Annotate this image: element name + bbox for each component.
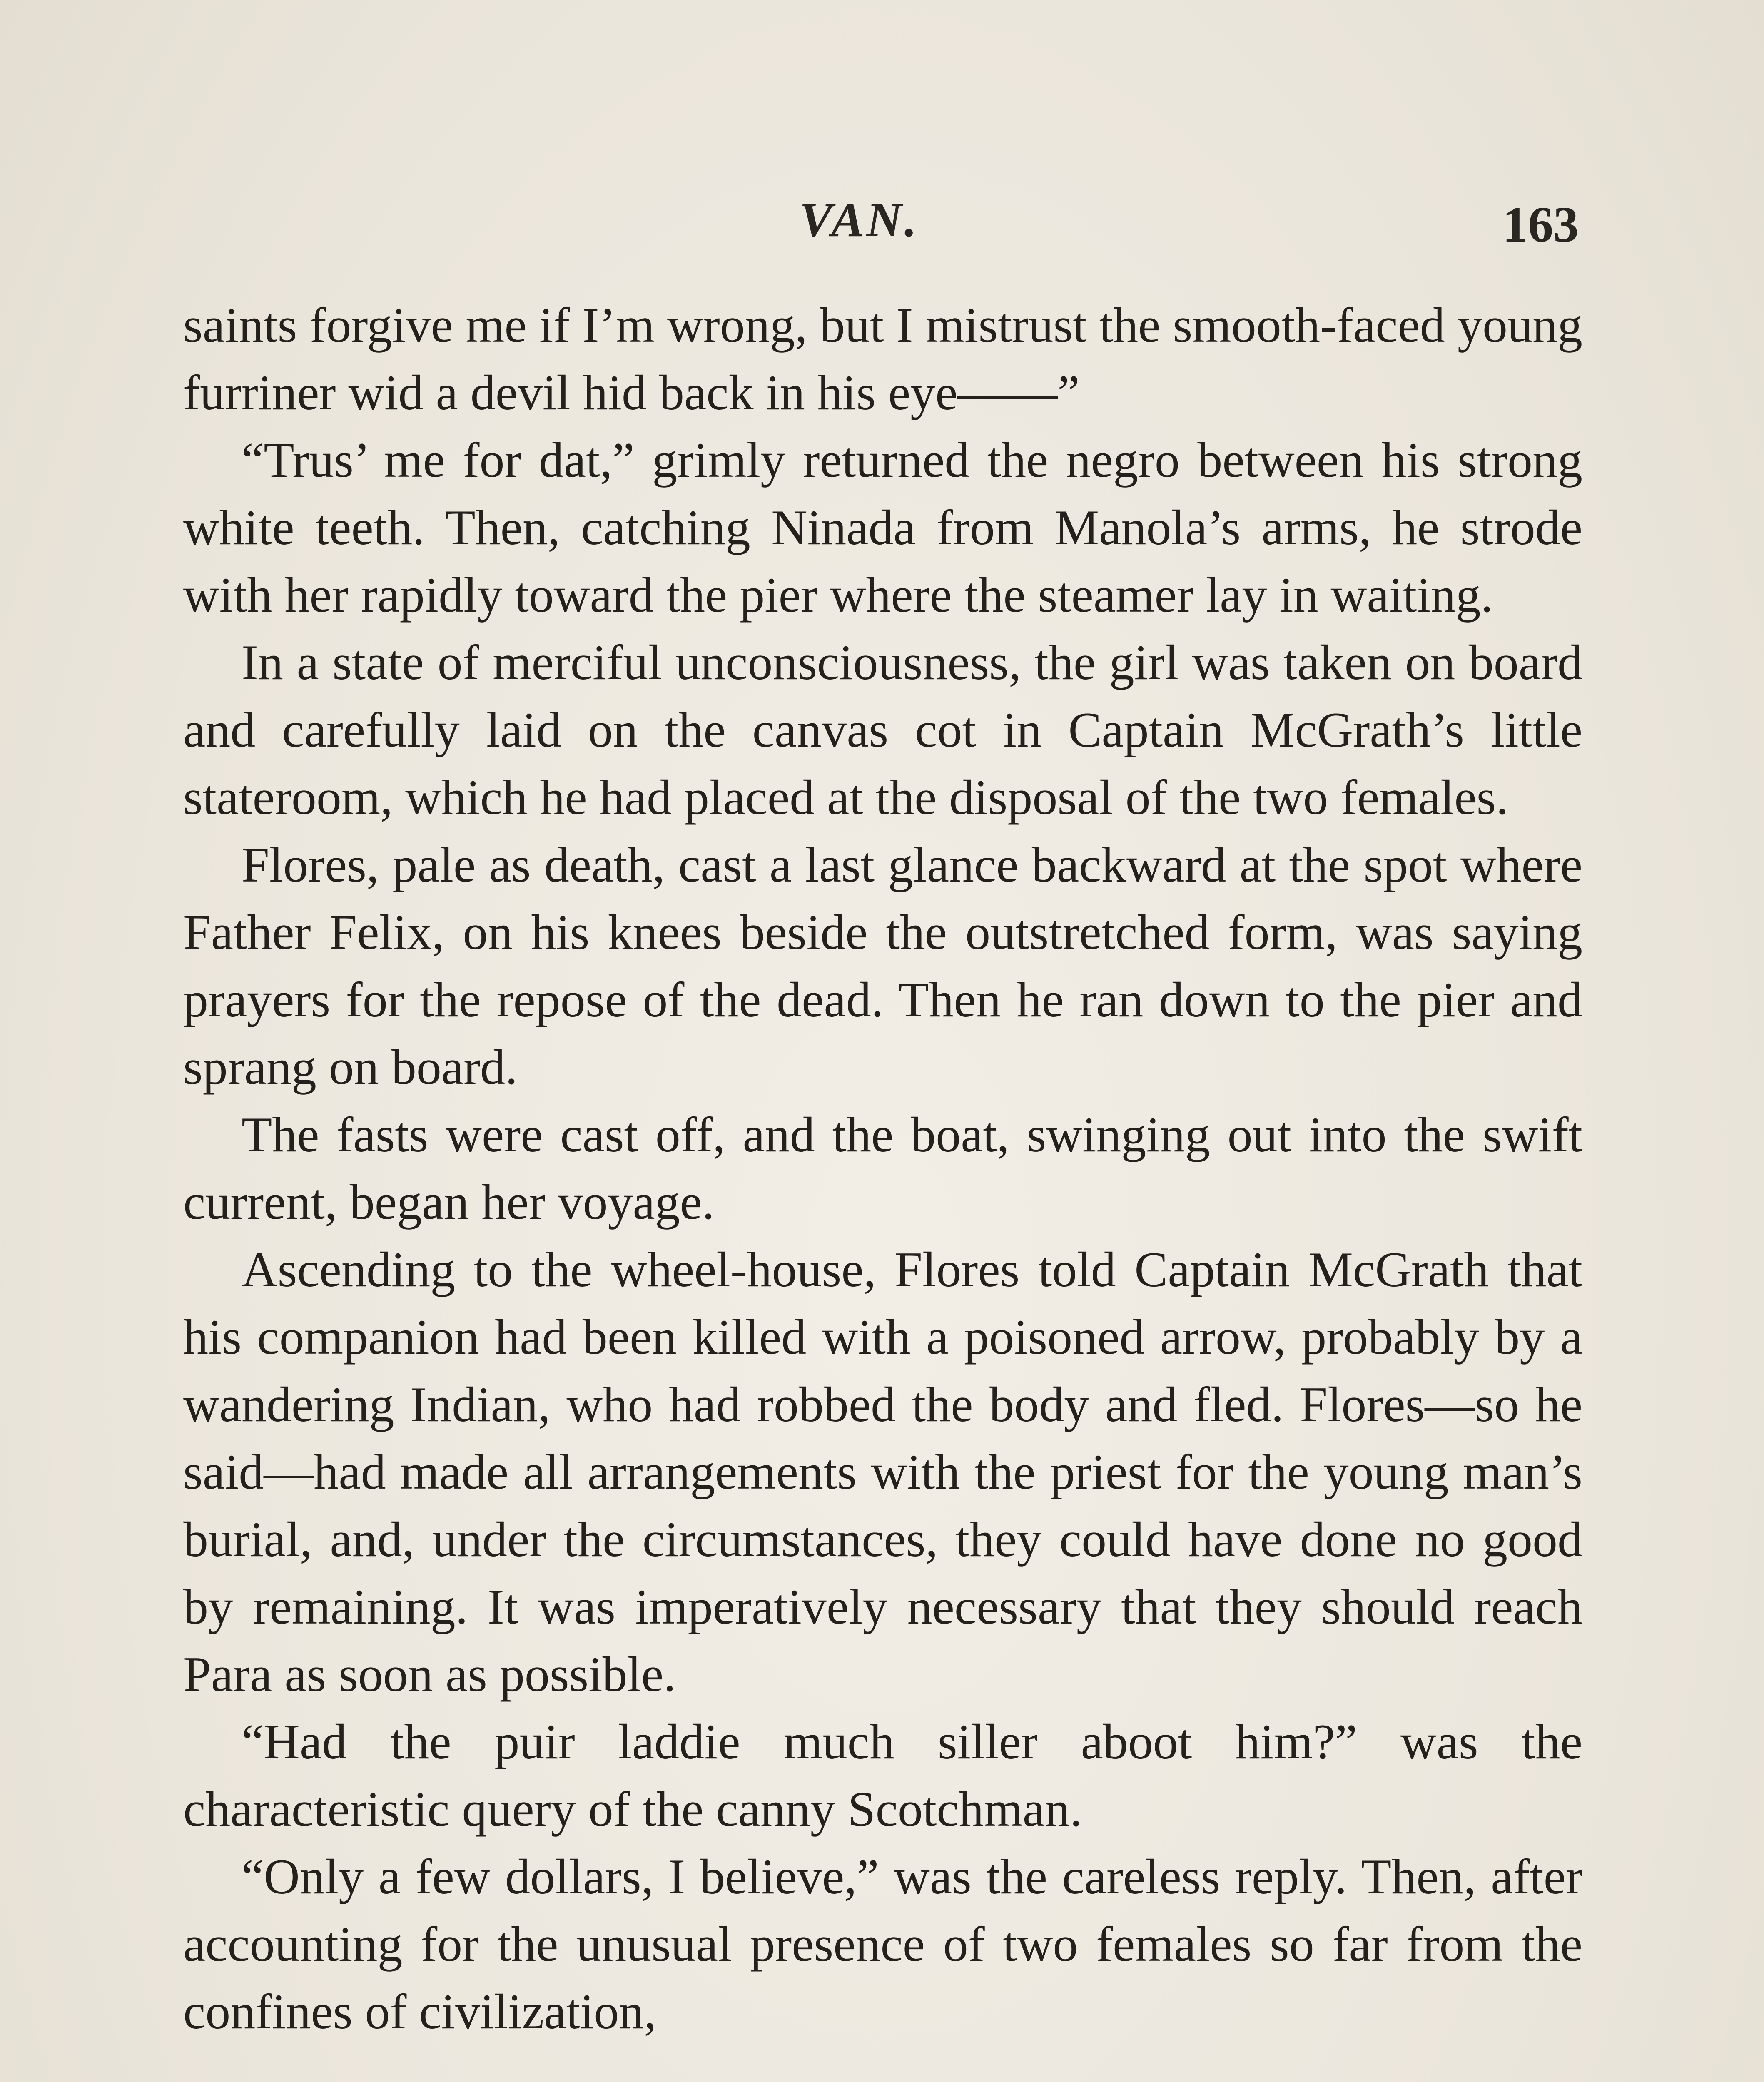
running-head	[0, 179, 1764, 262]
paragraph-7: “Had the puir laddie much siller aboot him?” was the characteristic query of the canny Scotchman.	[183, 1714, 1582, 1837]
body-text	[183, 291, 1582, 2045]
paragraph-6: Ascending to the wheel-house, Flores told Captain McGrath that his companion had been killed with a poisoned arrow, probably by a wandering Indian, who had robbed the body and fled. Flores—so he said—had made all arrangements with the priest for the young man’s burial, and, under the circumstances, they could have done no good by remaining. It was imperatively necessary that they should reach Para as soon as possible.	[183, 1242, 1582, 1702]
paragraph-1: saints forgive me if I’m wrong, but I mistrust the smooth-faced young furriner wid a devil hid back in his eye——”	[183, 297, 1582, 420]
paragraph-5: The fasts were cast off, and the boat, swinging out into the swift current, began her voyage.	[183, 1107, 1582, 1230]
paragraph-3: In a state of merciful unconsciousness, the girl was taken on board and carefully laid on the canvas cot in Captain McGrath’s little stateroom, which he had placed at the disposal of the two females.	[183, 635, 1582, 825]
paragraph-4: Flores, pale as death, cast a last glance backward at the spot where Father Felix, on his knees beside the outstretched form, was saying prayers for the repose of the dead. Then he ran down to the pier and sprang on board.	[183, 837, 1582, 1095]
page-number: 163	[1502, 197, 1579, 253]
running-title: VAN.	[800, 192, 919, 247]
paragraph-8: “Only a few dollars, I believe,” was the careless reply. Then, after accounting for the unusual presence of two females so far from the confines of civilization,	[183, 1849, 1582, 2039]
paragraph-2: “Trus’ me for dat,” grimly returned the negro between his strong white teeth. Then, catching Ninada from Manola’s arms, he strode with her rapidly toward the pier where the steamer lay in waiting.	[183, 432, 1582, 623]
